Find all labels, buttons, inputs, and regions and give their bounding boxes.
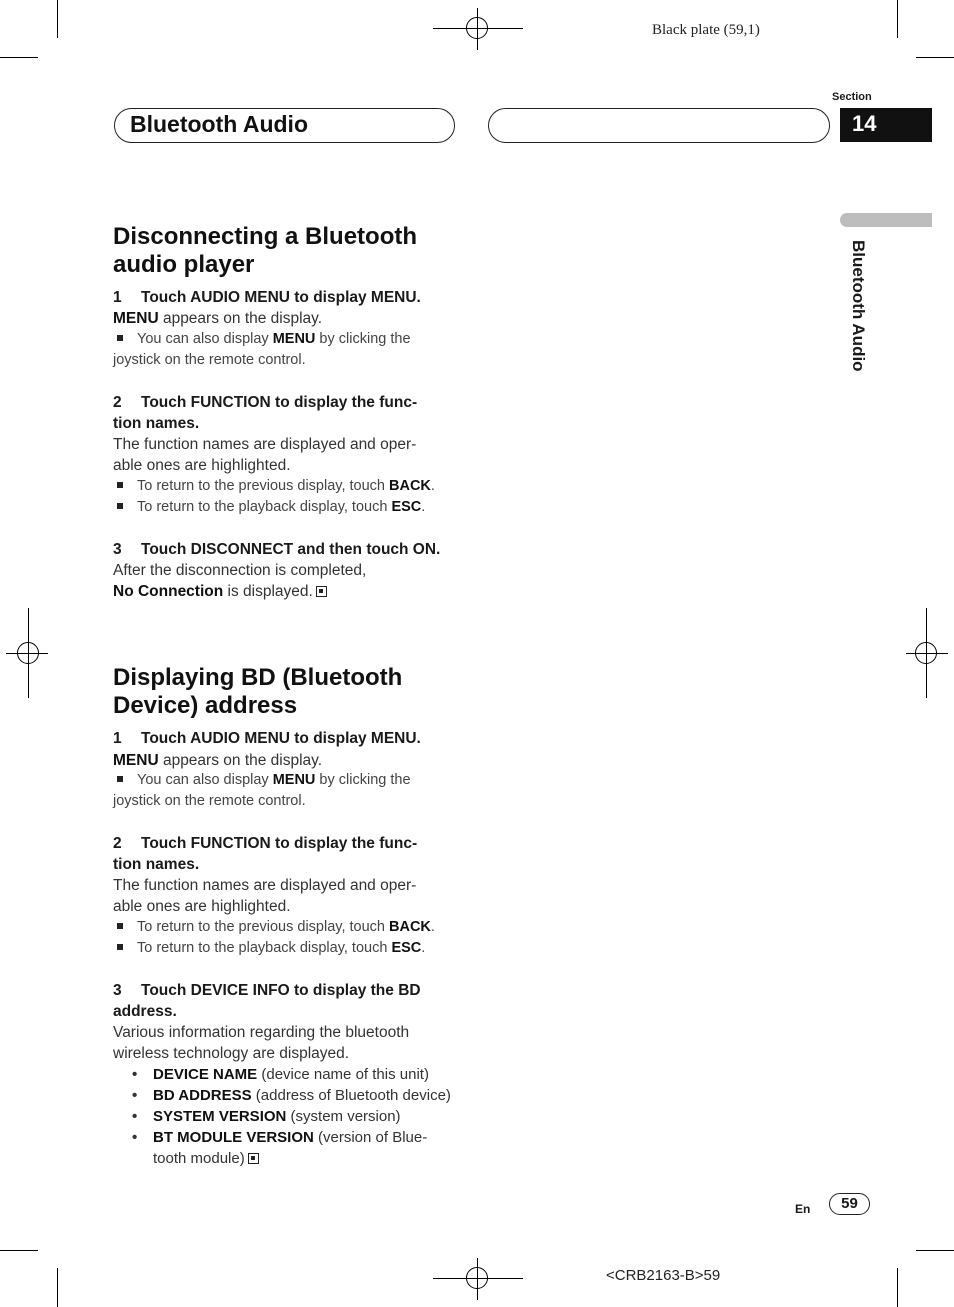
list-item [132, 1106, 472, 1127]
status-term: No Connection [113, 583, 224, 600]
step-heading [113, 728, 473, 749]
step-body [113, 750, 473, 771]
body-text: The function names are displayed and oper- [113, 436, 417, 453]
step-number: 3 [113, 982, 122, 999]
step-text: tion names. [113, 856, 200, 873]
back-term: BACK [389, 478, 431, 494]
note-text: You can also display [137, 331, 273, 347]
body-text: able ones are highlighted. [113, 457, 291, 474]
plate-label: Black plate (59,1) [652, 22, 760, 38]
section-number: 14 [840, 108, 932, 142]
note: To return to the playback display, touch ESC. [113, 938, 473, 959]
body-text: After the disconnection is completed, [113, 562, 367, 579]
step-text: Touch DISCONNECT and then touch ON. [141, 541, 441, 558]
end-mark-icon [248, 1153, 259, 1164]
list-item [132, 1085, 472, 1106]
body-text: The function names are displayed and oper- [113, 877, 417, 894]
note-text: To return to the previous display, touch [137, 478, 390, 494]
step-number: 1 [113, 730, 122, 747]
note-text: joystick on the remote control. [113, 352, 306, 368]
section-label: Section [832, 91, 872, 103]
note-text: joystick on the remote control. [113, 793, 306, 809]
step-heading [113, 980, 473, 1022]
note: To return to the previous display, touch BACK. [113, 476, 473, 497]
footer-code: <CRB2163-B>59 [606, 1267, 721, 1284]
esc-term: ESC [391, 940, 422, 956]
step-body [113, 560, 473, 602]
step-text: Touch DEVICE INFO to display the BD [141, 982, 421, 999]
bullet-icon: • [132, 1087, 138, 1104]
square-bullet-icon [117, 335, 123, 341]
note: To return to the previous display, touch BACK. [113, 917, 473, 938]
step-body [113, 308, 473, 329]
esc-term: ESC [391, 499, 422, 515]
heading-bd-address [113, 664, 402, 720]
step-heading [113, 539, 473, 560]
note: To return to the playback display, touch ESC. [113, 497, 473, 518]
step-body [113, 875, 473, 917]
item-term: BT MODULE VERSION [153, 1129, 314, 1146]
list-item [132, 1064, 472, 1085]
square-bullet-icon [117, 503, 123, 509]
note-text: You can also display [137, 772, 273, 788]
body-text: appears on the display. [158, 752, 323, 769]
end-mark-icon [316, 586, 327, 597]
menu-term: MENU [272, 331, 316, 347]
list-item [132, 1127, 472, 1169]
body-text: appears on the display. [158, 310, 323, 327]
note [113, 770, 473, 812]
body-text: Various information regarding the bluetooth [113, 1024, 410, 1041]
note-text: by clicking the [315, 772, 411, 788]
bullet-icon: • [132, 1108, 138, 1125]
heading-line: Device) address [113, 692, 298, 719]
menu-term: MENU [272, 772, 316, 788]
step-heading [113, 287, 473, 308]
menu-term: MENU [113, 310, 159, 327]
heading-line: Disconnecting a Bluetooth [113, 223, 418, 250]
heading-line: Displaying BD (Bluetooth [113, 664, 403, 691]
item-text: (address of Bluetooth device) [251, 1087, 451, 1104]
body-text: is displayed. [223, 583, 313, 600]
step-body [113, 434, 473, 476]
step-number: 2 [113, 835, 122, 852]
step-number: 3 [113, 541, 122, 558]
side-label: Bluetooth Audio [849, 240, 868, 372]
square-bullet-icon [117, 776, 123, 782]
square-bullet-icon [117, 923, 123, 929]
header-empty-frame [488, 108, 830, 143]
item-term: DEVICE NAME [153, 1066, 258, 1083]
body-text: able ones are highlighted. [113, 898, 291, 915]
note-text: To return to the previous display, touch [137, 919, 390, 935]
note-text: by clicking the [315, 331, 411, 347]
item-text: tooth module) [153, 1150, 245, 1167]
bullet-icon: • [132, 1129, 138, 1146]
header-title: Bluetooth Audio [130, 111, 308, 137]
step-text: Touch FUNCTION to display the func- [141, 835, 418, 852]
note-text: To return to the playback display, touch [137, 499, 392, 515]
step-body [113, 1022, 473, 1064]
item-term: SYSTEM VERSION [153, 1108, 287, 1125]
square-bullet-icon [117, 482, 123, 488]
step-heading [113, 392, 473, 434]
item-text: (system version) [286, 1108, 401, 1125]
language-label: En [795, 1202, 811, 1216]
heading-line: audio player [113, 251, 255, 278]
step-text: Touch AUDIO MENU to display MENU. [141, 730, 421, 747]
step-text: tion names. [113, 415, 200, 432]
step-heading [113, 833, 473, 875]
step-number: 2 [113, 394, 122, 411]
note [113, 329, 473, 371]
item-text: (device name of this unit) [257, 1066, 429, 1083]
item-term: BD ADDRESS [153, 1087, 252, 1104]
step-text: Touch AUDIO MENU to display MENU. [141, 289, 421, 306]
side-tab [840, 213, 932, 227]
page-number: 59 [829, 1193, 870, 1215]
step-number: 1 [113, 289, 122, 306]
bullet-icon: • [132, 1066, 138, 1083]
item-text: (version of Blue- [313, 1129, 428, 1146]
square-bullet-icon [117, 944, 123, 950]
body-text: wireless technology are displayed. [113, 1045, 350, 1062]
note-text: To return to the playback display, touch [137, 940, 392, 956]
step-text: Touch FUNCTION to display the func- [141, 394, 418, 411]
back-term: BACK [389, 919, 431, 935]
menu-term: MENU [113, 752, 159, 769]
heading-disconnect [113, 223, 417, 279]
step-text: address. [113, 1003, 177, 1020]
